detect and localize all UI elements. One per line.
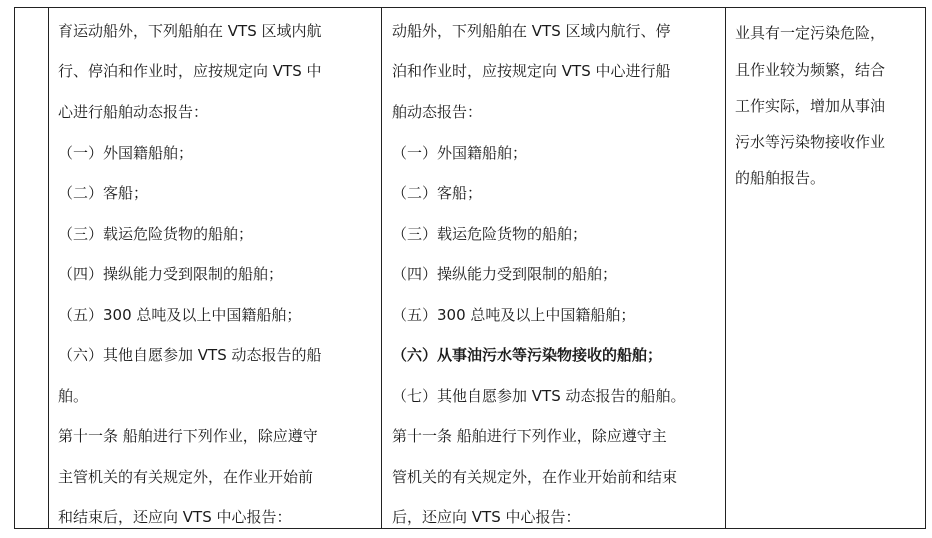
reason-column [726,8,925,528]
added-item-line: （六）从事油污水等污染物接收的船舶； [392,346,663,364]
text-line: （一）外国籍船舶； [58,144,194,162]
text-line: 业具有一定污染危险， [735,24,886,42]
text-line: 后，还应向 VTS 中心报告： [392,508,581,526]
text-line: （五）300 总吨及以上中国籍船舶； [58,306,302,324]
text-line: 的船舶报告。 [735,169,826,187]
text-line: 心进行船舶动态报告： [58,103,209,121]
text-line: 污水等污染物接收作业 [735,133,886,151]
text-line: 和结束后，还应向 VTS 中心报告： [58,508,292,526]
text-line: （七）其他自愿参加 VTS 动态报告的船舶。 [392,387,686,405]
text-line: （四）操纵能力受到限制的船舶； [392,265,618,283]
text-line: 行、停泊和作业时，应按规定向 VTS 中 [58,62,322,80]
text-line: （一）外国籍船舶； [392,144,528,162]
original-text-column [49,8,382,528]
text-line: （二）客船； [58,184,149,202]
text-line: 且作业较为频繁，结合 [735,61,886,79]
text-line: 育运动船外，下列船舶在 VTS 区域内航 [58,22,322,40]
row-number-column [15,8,49,528]
revised-text-column [382,8,726,528]
text-line: （三）载运危险货物的船舶； [392,225,588,243]
text-line: （六）其他自愿参加 VTS 动态报告的船 [58,346,322,364]
text-line: （五）300 总吨及以上中国籍船舶； [392,306,636,324]
text-line: 舶。 [58,387,89,405]
comparison-table [14,7,926,529]
text-line: （二）客船； [392,184,483,202]
text-line: 第十一条 船舶进行下列作业，除应遵守主 [392,427,667,445]
text-line: （三）载运危险货物的船舶； [58,225,254,243]
text-line: 主管机关的有关规定外，在作业开始前 [58,468,314,486]
text-line: 第十一条 船舶进行下列作业，除应遵守 [58,427,318,445]
text-line: 泊和作业时，应按规定向 VTS 中心进行船 [392,62,671,80]
text-line: 工作实际，增加从事油 [735,97,886,115]
text-line: （四）操纵能力受到限制的船舶； [58,265,284,283]
text-line: 管机关的有关规定外，在作业开始前和结束 [392,468,678,486]
text-line: 动船外，下列船舶在 VTS 区域内航行、停 [392,22,671,40]
text-line: 舶动态报告： [392,103,483,121]
